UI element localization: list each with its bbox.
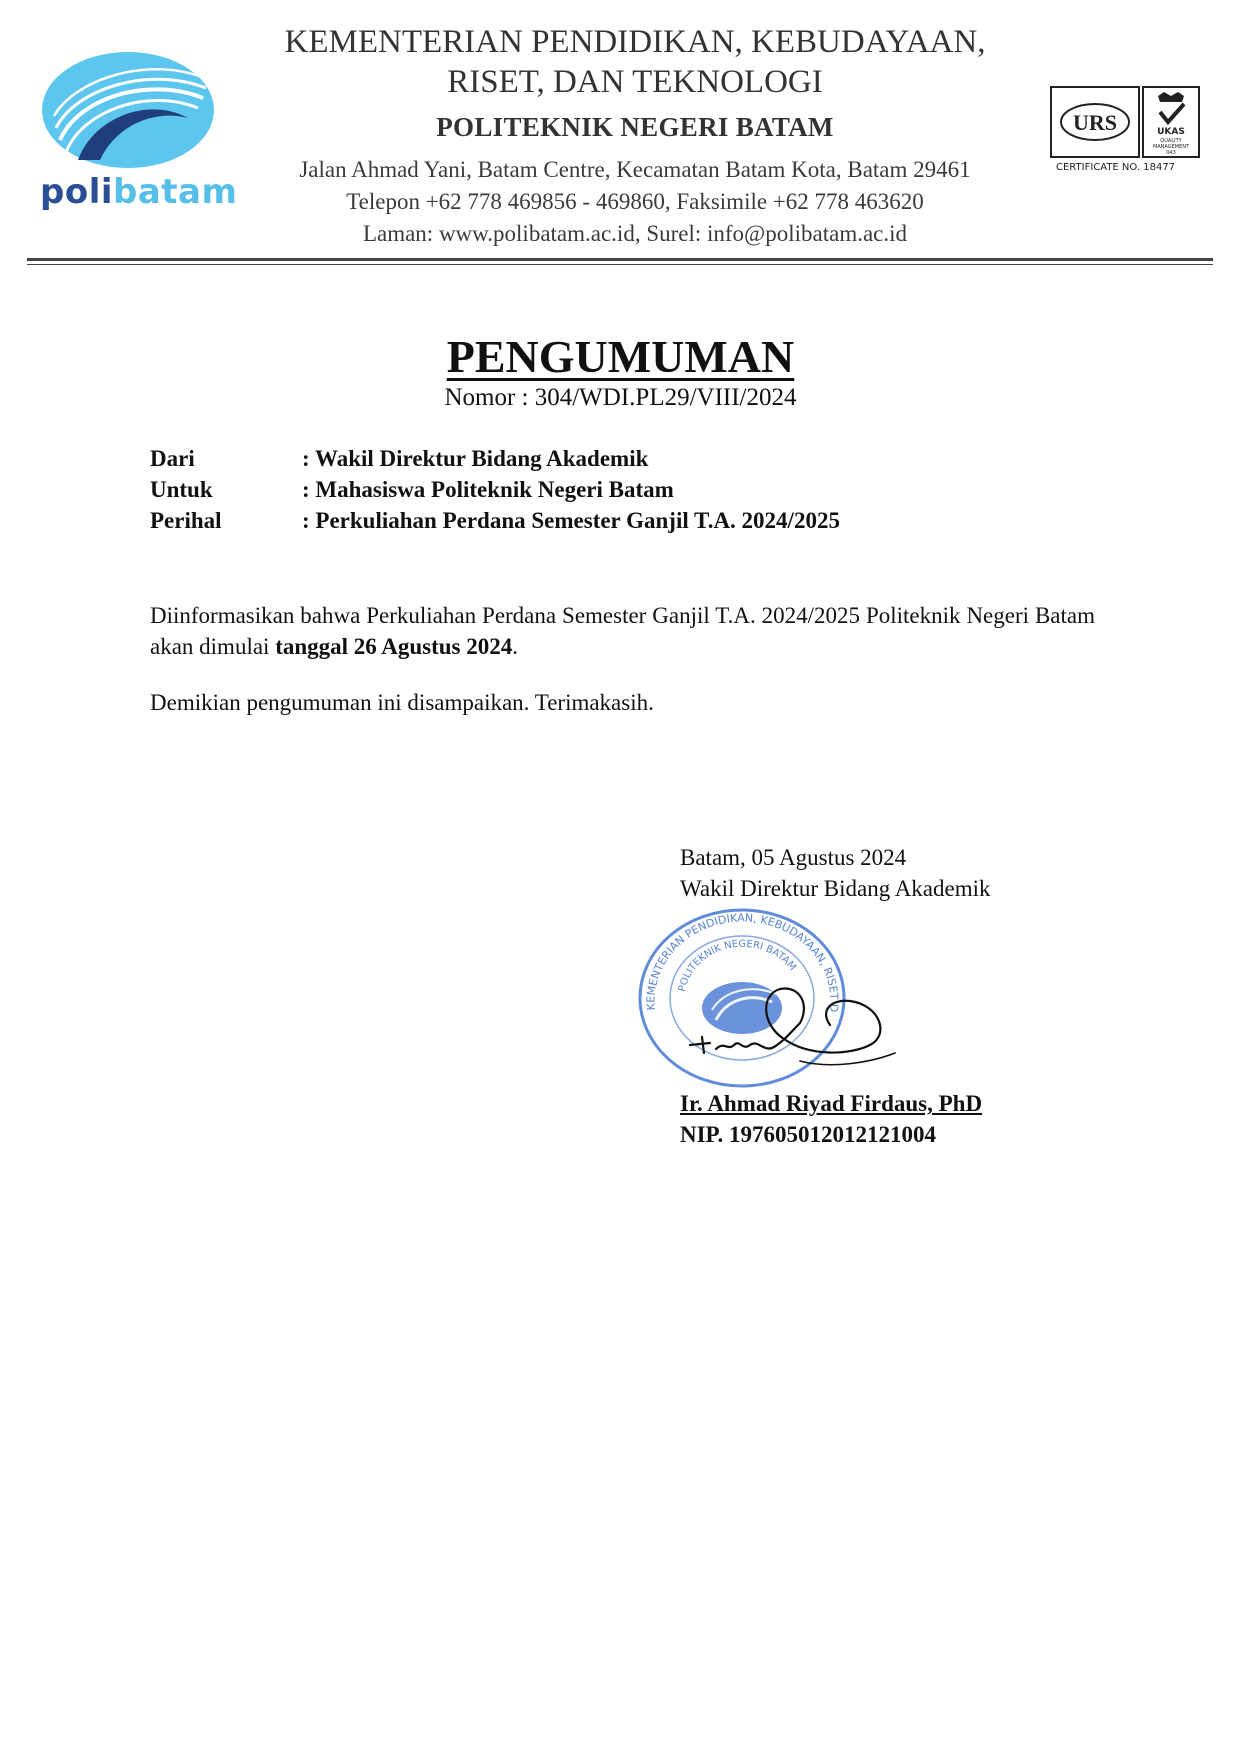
meta-label: Dari <box>150 446 195 471</box>
letterhead-divider-thin <box>27 264 1213 265</box>
signatory-name: Ir. Ahmad Riyad Firdaus, PhD <box>680 1091 983 1116</box>
polibatam-logo-mark-icon <box>38 48 218 178</box>
announcement-title: PENGUMUMAN <box>446 331 795 382</box>
body-paragraph-2: Demikian pengumuman ini disampaikan. Terimakasih. <box>150 690 654 715</box>
crown-icon <box>1158 92 1184 102</box>
ministry-name <box>250 22 1020 102</box>
address-line-1: Jalan Ahmad Yani, Batam Centre, Kecamatan Batam Kota, Batam 29461 <box>299 157 971 182</box>
urs-badge <box>1050 86 1140 158</box>
ukas-badge <box>1142 86 1200 158</box>
logo-wordmark <box>40 172 237 212</box>
signature-scribble-icon <box>680 945 920 1075</box>
logo-word-batam: batam <box>113 172 238 212</box>
letterhead-divider-thick <box>27 258 1213 261</box>
meta-value: : Wakil Direktur Bidang Akademik <box>302 446 649 471</box>
stamp-outer-text: KEMENTERIAN PENDIDIKAN, KEBUDAYAAN, RISET D <box>644 911 841 1013</box>
meta-value: : Mahasiswa Politeknik Negeri Batam <box>302 477 674 502</box>
handwritten-signature <box>680 945 920 1075</box>
signature-place-date: Batam, 05 Agustus 2024 <box>680 845 907 870</box>
urs-label: URS <box>1072 110 1118 135</box>
body-paragraph-1: Diinformasikan bahwa Perkuliahan Perdana Semester Ganjil T.A. 2024/2025 Politeknik Negeri Batam akan dimulai tanggal 26 Agustus 2024. <box>150 603 1095 659</box>
announcement-number: Nomor : 304/WDI.PL29/VIII/2024 <box>444 384 797 411</box>
ministry-line-1: KEMENTERIAN PENDIDIKAN, KEBUDAYAAN, <box>284 24 986 60</box>
ukas-sub1: QUALITY <box>1160 138 1182 144</box>
meta-label: Untuk <box>150 477 213 502</box>
ministry-line-2: RISET, DAN TEKNOLOGI <box>447 64 823 100</box>
meta-value: : Perkuliahan Perdana Semester Ganjil T.A. 2024/2025 <box>302 508 840 533</box>
signatory-nip: NIP. 197605012012121004 <box>680 1122 936 1147</box>
signature-role: Wakil Direktur Bidang Akademik <box>680 876 991 901</box>
meta-row-from <box>150 446 840 477</box>
urs-logo-icon <box>1052 88 1138 156</box>
stamp-inner-text: POLITEKNIK NEGERI BATAM <box>677 938 798 993</box>
certificate-number: CERTIFICATE NO. 18477 <box>1056 162 1176 173</box>
institution-address <box>250 154 1020 250</box>
address-line-2: Telepon +62 778 469856 - 469860, Faksimile +62 778 463620 <box>346 189 924 214</box>
start-date-highlight: tanggal 26 Agustus 2024 <box>275 634 513 659</box>
meta-row-subject <box>150 508 840 539</box>
check-icon <box>1160 104 1184 122</box>
ukas-label: UKAS <box>1157 127 1185 137</box>
meta-row-to <box>150 477 840 508</box>
ukas-code: 043 <box>1166 150 1176 156</box>
meta-label: Perihal <box>150 508 222 533</box>
institution-name: POLITEKNIK NEGERI BATAM <box>436 112 834 142</box>
address-line-3: Laman: www.polibatam.ac.id, Surel: info@polibatam.ac.id <box>362 221 908 246</box>
ukas-sub2: MANAGEMENT <box>1152 144 1190 150</box>
ukas-logo-icon <box>1144 88 1198 156</box>
logo-word-poli: poli <box>40 172 114 212</box>
announcement-meta <box>150 446 840 539</box>
